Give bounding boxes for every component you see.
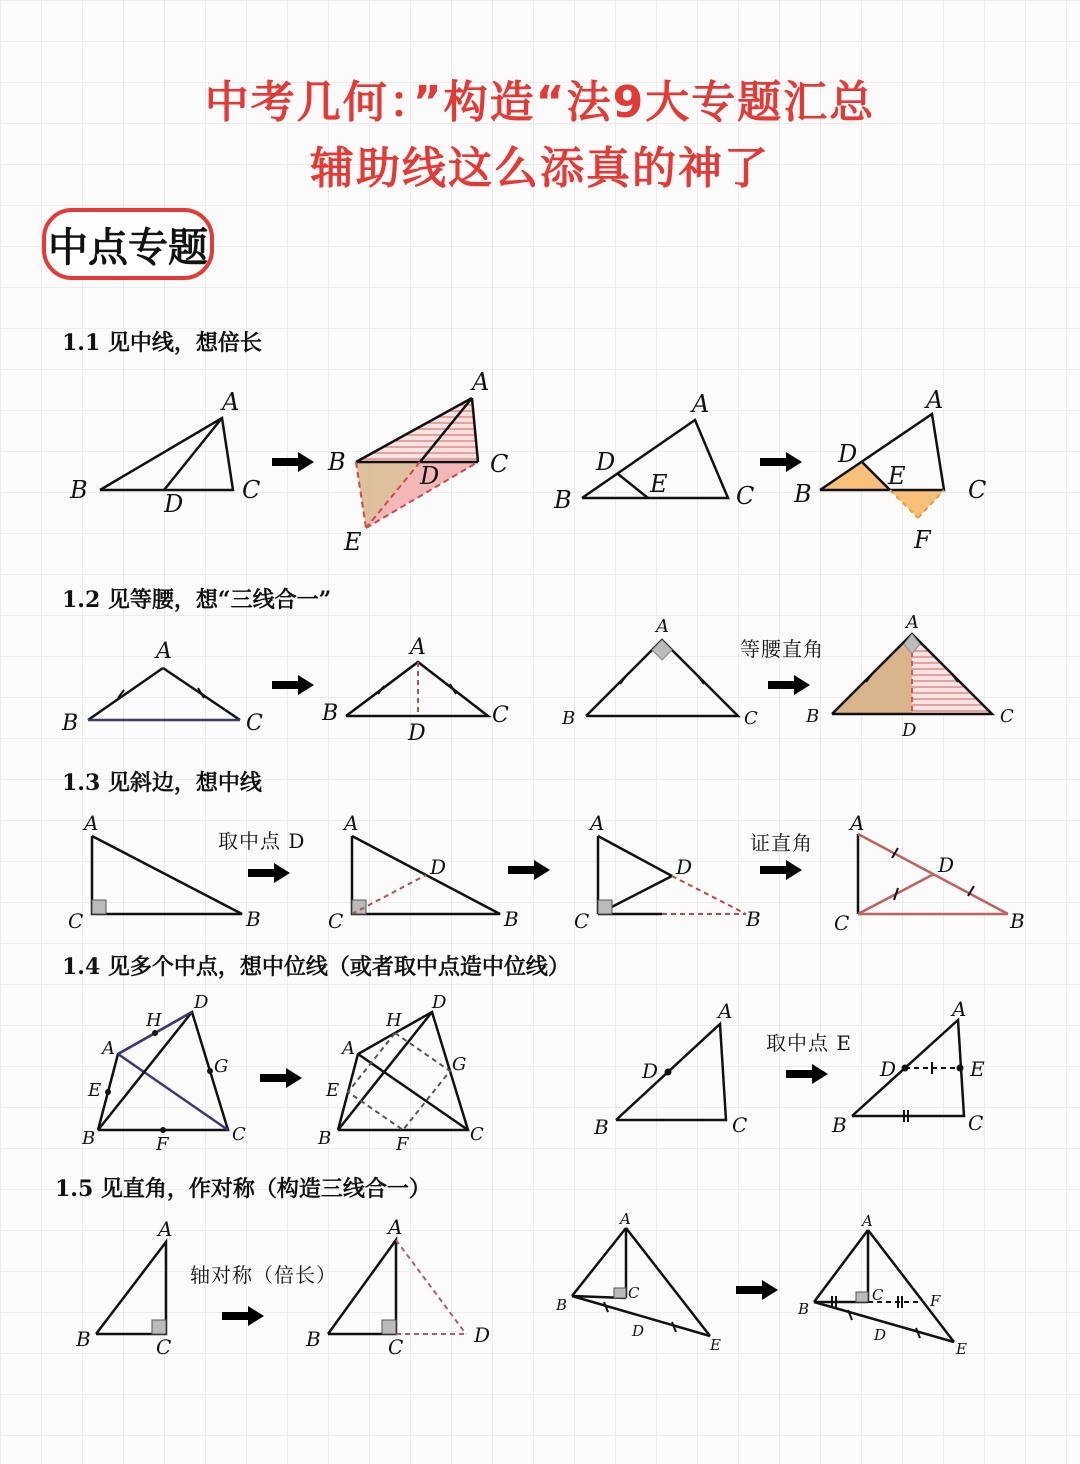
point-label-a: A (718, 999, 733, 1023)
point-label-d: D (408, 721, 426, 746)
point-label-c: C (242, 476, 261, 504)
point-label-a: A (472, 368, 490, 396)
point-label-b: B (746, 907, 761, 931)
point-label-c: C (872, 1286, 884, 1304)
point-label-c: C (388, 1335, 404, 1359)
point-label-e: E (888, 462, 906, 490)
point-label-b: B (794, 480, 812, 508)
label-isosceles-right: 等腰直角 (740, 637, 824, 661)
point-label-d: D (642, 1059, 659, 1083)
point-label-g: G (452, 1054, 467, 1075)
arrow-icon (272, 452, 314, 472)
fig-1-4-d (831, 997, 985, 1137)
point-label-d: D (880, 1057, 897, 1081)
label-take-midpoint-e: 取中点 E (766, 1031, 852, 1055)
label-axial-symmetry: 轴对称（倍长） (190, 1263, 337, 1287)
label-prove-right-angle: 证直角 (750, 831, 813, 855)
point-label-a: A (850, 811, 865, 835)
point-label-b: B (798, 1300, 810, 1318)
point-label-e: E (650, 470, 668, 498)
point-label-c: C (732, 1113, 748, 1137)
point-label-e: E (344, 528, 362, 556)
point-label-a: A (158, 1217, 173, 1241)
point-label-a: A (620, 1210, 631, 1228)
point-label-b: B (318, 1128, 332, 1149)
point-label-f: F (914, 526, 931, 554)
point-label-b: B (594, 1115, 609, 1139)
point-label-f: F (156, 1134, 169, 1155)
point-label-e: E (956, 1340, 967, 1358)
fig-1-1-a (69, 388, 260, 518)
point-label-b: B (82, 1128, 96, 1149)
fig-1-2-d (805, 612, 1014, 741)
point-label-d: D (164, 490, 184, 518)
point-label-c: C (834, 911, 850, 935)
arrow-icon (786, 1064, 828, 1084)
point-label-a: A (102, 1038, 115, 1059)
point-label-b: B (306, 1327, 321, 1351)
fig-1-4-b (317, 992, 484, 1155)
point-label-b: B (504, 907, 519, 931)
point-label-f: F (396, 1134, 409, 1155)
point-label-c: C (574, 909, 590, 933)
point-label-a: A (342, 1038, 355, 1059)
arrow-icon (736, 1280, 778, 1300)
point-label-c: C (156, 1335, 172, 1359)
arrow-icon (260, 1068, 302, 1088)
point-label-a: A (388, 1215, 403, 1239)
arrow-icon (272, 675, 314, 695)
point-label-a: A (344, 811, 359, 835)
point-label-a: A (926, 386, 944, 414)
point-label-c: C (490, 450, 509, 478)
point-label-d: D (874, 1326, 887, 1344)
point-label-e: E (88, 1080, 102, 1101)
point-label-c: C (968, 1111, 984, 1135)
point-label-d: D (902, 720, 917, 741)
point-label-a: A (410, 635, 426, 660)
point-label-b: B (832, 1113, 847, 1137)
point-label-c: C (470, 1124, 484, 1145)
point-label-a: A (590, 811, 605, 835)
fig-1-5-b (305, 1215, 490, 1359)
point-label-c: C (328, 909, 344, 933)
section-1-3-heading: 1.3 见斜边，想中线 (62, 770, 262, 796)
arrow-icon (768, 675, 810, 695)
fig-1-4-a (81, 992, 246, 1155)
fig-1-2-c (561, 616, 758, 729)
point-label-d: D (938, 853, 955, 877)
point-label-e: E (326, 1080, 340, 1101)
point-label-c: C (1000, 706, 1014, 727)
section-1-5-heading: 1.5 见直角，作对称（构造三线合一） (55, 1176, 431, 1202)
fig-1-3-d (834, 811, 1025, 935)
fig-1-4-c (593, 999, 747, 1139)
fig-1-3-b (328, 811, 519, 933)
point-label-h: H (386, 1010, 402, 1031)
fig-1-3-c (574, 811, 761, 933)
fig-1-5-c (555, 1210, 721, 1354)
point-label-d: D (632, 1322, 645, 1340)
title-line-2: 辅助线这么添真的神了 (310, 143, 770, 194)
label-take-midpoint-d: 取中点 D (218, 829, 306, 853)
fig-1-1-b (327, 368, 508, 556)
point-label-b: B (554, 486, 572, 514)
point-label-b: B (76, 1327, 91, 1351)
section-1-2-heading: 1.2 见等腰，想“三线合一” (62, 587, 332, 613)
arrow-icon (508, 860, 550, 880)
point-label-c: C (628, 1284, 640, 1302)
point-label-c: C (744, 708, 758, 729)
point-label-b: B (562, 708, 576, 729)
point-label-a: A (862, 1212, 873, 1230)
point-label-e: E (710, 1336, 721, 1354)
point-label-a: A (222, 388, 240, 416)
point-label-d: D (676, 855, 693, 879)
point-label-d: D (474, 1323, 491, 1347)
point-label-c: C (68, 909, 84, 933)
fig-1-5-a (75, 1217, 172, 1359)
point-label-c: C (968, 476, 987, 504)
point-label-d: D (838, 440, 858, 468)
point-label-b: B (322, 701, 339, 726)
point-label-d: D (596, 448, 616, 476)
section-1-1-heading: 1.1 见中线，想倍长 (62, 330, 262, 356)
point-label-a: A (156, 639, 172, 664)
point-label-a: A (692, 390, 710, 418)
point-label-b: B (328, 448, 346, 476)
point-label-b: B (246, 907, 261, 931)
point-label-b: B (556, 1296, 568, 1314)
point-label-a: A (952, 997, 967, 1021)
point-label-c: C (246, 711, 263, 736)
fig-1-1-c (553, 390, 754, 514)
arrow-icon (248, 863, 290, 883)
arrow-icon (760, 860, 802, 880)
point-label-f: F (930, 1292, 941, 1310)
point-label-a: A (84, 811, 99, 835)
point-label-b: B (1010, 909, 1025, 933)
point-label-d: D (430, 855, 447, 879)
section-1-4-heading: 1.4 见多个中点，想中位线（或者取中点造中位线） (62, 954, 570, 980)
title-line-1: 中考几何：”构造“法9大专题汇总 (204, 77, 876, 128)
fig-1-2-a (61, 639, 263, 736)
point-label-b: B (806, 706, 820, 727)
arrow-icon (222, 1306, 264, 1326)
point-label-g: G (214, 1056, 229, 1077)
arrow-icon (760, 452, 802, 472)
point-label-e: E (970, 1057, 985, 1081)
point-label-c: C (232, 1124, 246, 1145)
point-label-c: C (492, 703, 509, 728)
fig-1-2-b (321, 635, 509, 746)
point-label-d: D (420, 462, 440, 490)
point-label-a: A (906, 612, 919, 633)
fig-1-5-d (797, 1212, 967, 1358)
point-label-b: B (70, 476, 88, 504)
topic-badge: 中点专题 (42, 208, 214, 280)
point-label-h: H (146, 1010, 162, 1031)
point-label-c: C (736, 482, 755, 510)
point-label-d: D (194, 992, 209, 1013)
point-label-d: D (432, 992, 447, 1013)
point-label-a: A (656, 616, 669, 637)
point-label-b: B (62, 711, 79, 736)
fig-1-1-d (793, 386, 986, 554)
